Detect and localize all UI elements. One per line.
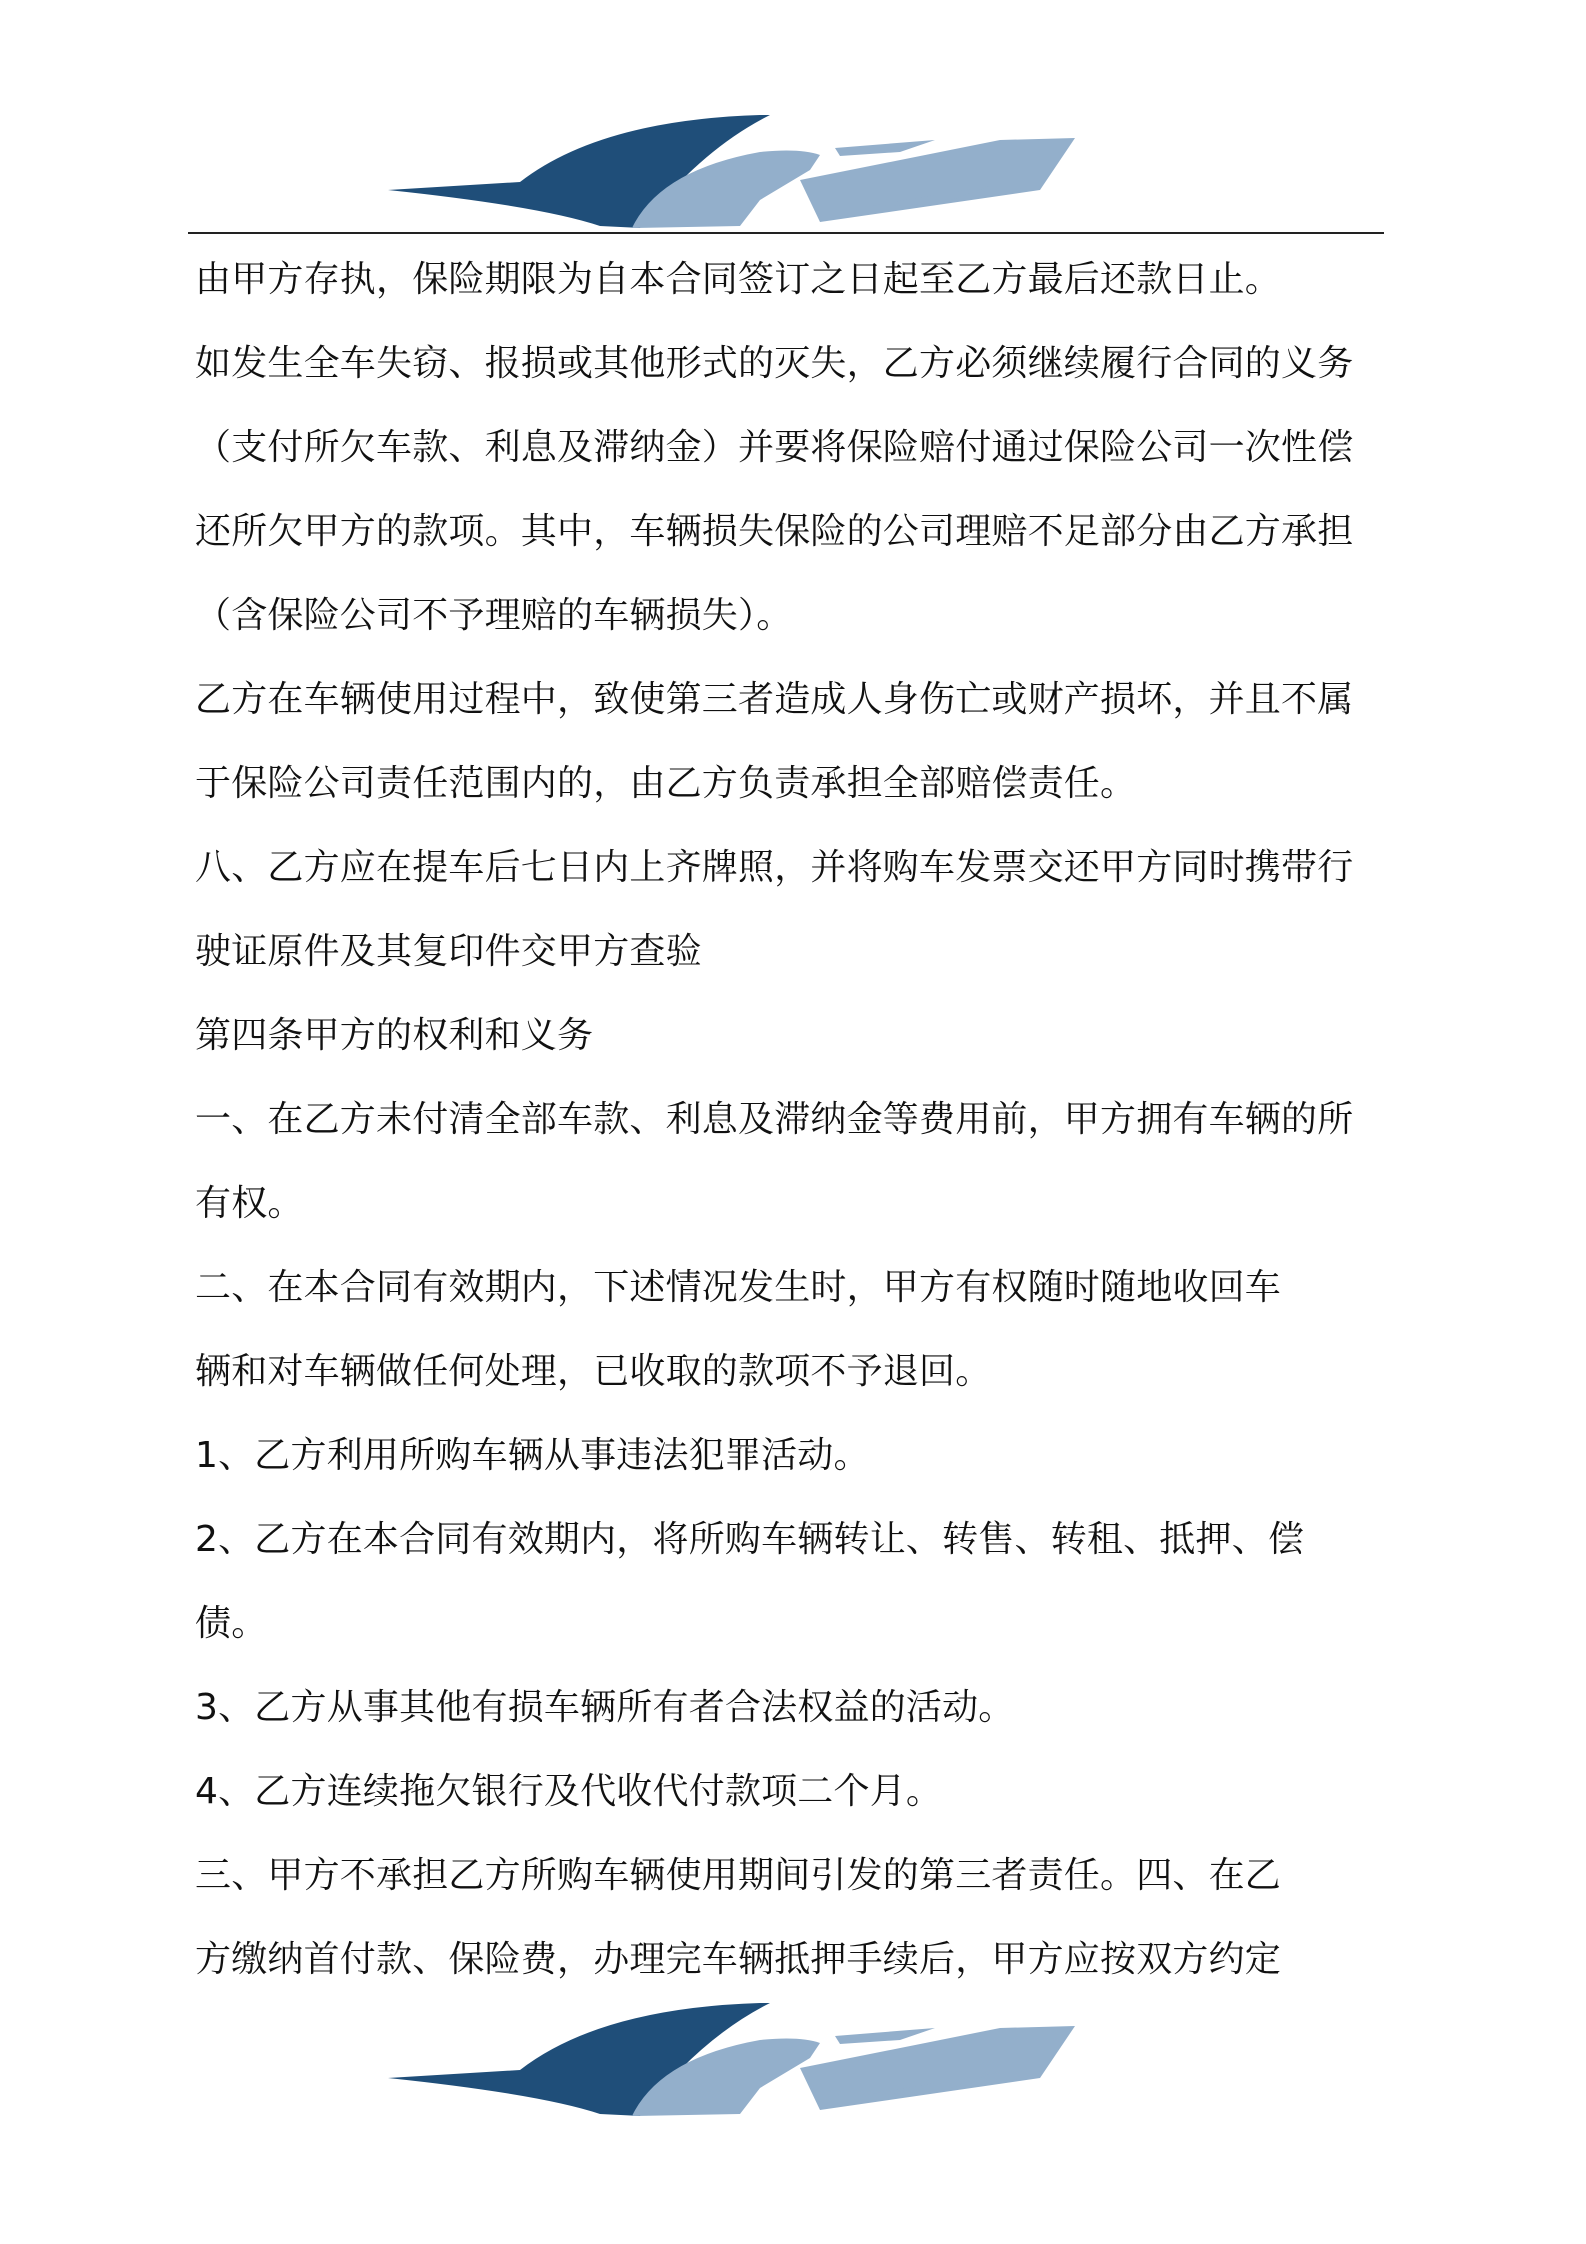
text-line: 辆和对车辆做任何处理，已收取的款项不予退回。: [195, 1351, 992, 1392]
text-line: 二、在本合同有效期内，下述情况发生时，甲方有权随时随地收回车: [195, 1267, 1282, 1308]
text-line: 三、甲方不承担乙方所购车辆使用期间引发的第三者责任。四、在乙: [195, 1855, 1282, 1896]
text-line: 4、乙方连续拖欠银行及代收代付款项二个月。: [195, 1771, 943, 1812]
text-line: （含保险公司不予理赔的车辆损失）。: [195, 595, 793, 636]
text-line: 如发生全车失窃、报损或其他形式的灭失，乙方必须继续履行合同的义务: [195, 343, 1354, 384]
text-line: 债。: [195, 1603, 268, 1644]
document-body: [195, 238, 1395, 2002]
header-logo-icon: [0, 110, 1586, 240]
text-line: 乙方在车辆使用过程中，致使第三者造成人身伤亡或财产损坏，并且不属: [195, 679, 1354, 720]
text-line: 由甲方存执，保险期限为自本合同签订之日起至乙方最后还款日止。: [195, 259, 1282, 300]
text-line: 1、乙方利用所购车辆从事违法犯罪活动。: [195, 1435, 870, 1476]
logo-light-stroke-1: [835, 140, 935, 156]
text-line: 3、乙方从事其他有损车辆所有者合法权益的活动。: [195, 1687, 1015, 1728]
text-line: 还所欠甲方的款项。其中，车辆损失保险的公司理赔不足部分由乙方承担: [195, 511, 1354, 552]
text-line: 八、乙方应在提车后七日内上齐牌照，并将购车发票交还甲方同时携带行: [195, 847, 1354, 888]
text-line: 有权。: [195, 1183, 304, 1224]
text-line: （支付所欠车款、利息及滞纳金）并要将保险赔付通过保险公司一次性偿: [195, 427, 1354, 468]
text-line: 方缴纳首付款、保险费，办理完车辆抵押手续后，甲方应按双方约定: [195, 1939, 1282, 1980]
text-line: 一、在乙方未付清全部车款、利息及滞纳金等费用前，甲方拥有车辆的所: [195, 1099, 1354, 1140]
text-line: 2、乙方在本合同有效期内，将所购车辆转让、转售、转租、抵押、偿: [195, 1519, 1305, 1560]
text-line: 于保险公司责任范围内的，由乙方负责承担全部赔偿责任。: [195, 763, 1137, 804]
logo-light-stroke-1: [835, 2028, 935, 2044]
footer-logo-icon: [0, 1998, 1586, 2128]
text-line: 驶证原件及其复印件交甲方查验: [195, 931, 702, 972]
section-heading: 第四条甲方的权利和义务: [195, 1015, 594, 1056]
header-rule: [188, 232, 1384, 234]
